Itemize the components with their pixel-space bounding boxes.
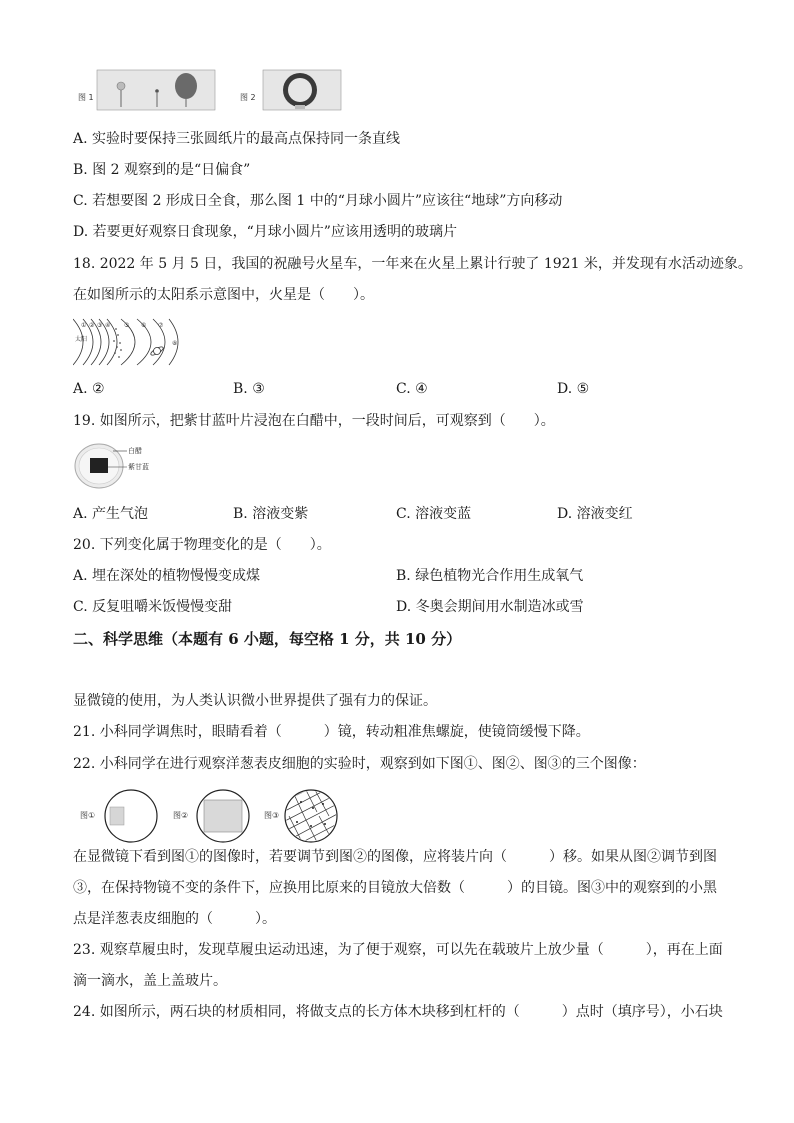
q23-line2: 滴一滴水，盖上盖玻片。 <box>73 973 227 989</box>
q24-stem: 24. 如图所示，两石块的材质相同，将做支点的长方体木块移到杠杆的（ ）点时（填序号），小石块 <box>73 1004 723 1020</box>
q21-stem: 21. 小科同学调焦时，眼睛看着（ ）镜，转动粗准焦螺旋，使镜筒缓慢下降。 <box>73 724 590 740</box>
planet-mark-1: ① <box>81 322 87 329</box>
q22-stem: 22. 小科同学在进行观察洋葱表皮细胞的实验时，观察到如下图①、图②、图③的三个图像： <box>73 756 646 772</box>
q19-option-c: C. 溶液变蓝 <box>396 506 472 522</box>
q23-line1: 23. 观察草履虫时，发现草履虫运动迅速，为了便于观察，可以先在载玻片上放少量（ ），再在上面 <box>73 942 723 958</box>
section-2-heading: 二、科学思维（本题有 6 小题，每空格 1 分，共 10 分） <box>73 630 462 648</box>
figure-1-label: 图 1 <box>78 93 94 102</box>
q18-option-b: B. ③ <box>233 381 265 397</box>
microscope-view-3 <box>283 788 339 844</box>
figure-1-solar-eclipse-model <box>73 69 217 111</box>
planet-mark-8: ⑧ <box>172 340 178 347</box>
q17-option-b: B. 图 2 观察到的是“日偏食” <box>73 162 251 178</box>
microscope-intro: 显微镜的使用，为人类认识微小世界提供了强有力的保证。 <box>73 693 437 709</box>
q20-option-a: A. 埋在深处的植物慢慢变成煤 <box>73 568 261 584</box>
fig-2-label: 图② <box>173 811 189 820</box>
planet-mark-5: ⑤ <box>124 322 130 329</box>
figure-2-eclipse-view <box>237 69 343 111</box>
q22-paragraph-line1: 在显微镜下看到图①的图像时，若要调节到图②的图像，应将装片向（ ）移。如果从图②调节到图 <box>73 849 717 865</box>
q19-option-b: B. 溶液变紫 <box>233 506 309 522</box>
planet-mark-4: ④ <box>105 322 111 329</box>
q18-option-a: A. ② <box>73 381 105 397</box>
sun-label: 太阳 <box>75 336 88 343</box>
planet-mark-2: ② <box>89 322 95 329</box>
q19-option-a: A. 产生气泡 <box>73 506 149 522</box>
planet-mark-7: ⑦ <box>158 322 164 329</box>
q19-stem: 19. 如图所示，把紫甘蓝叶片浸泡在白醋中，一段时间后，可观察到（ ）。 <box>73 413 555 429</box>
q18-stem-line2: 在如图所示的太阳系示意图中，火星是（ ）。 <box>73 287 374 303</box>
figure-2-label: 图 2 <box>240 93 256 102</box>
q18-option-d: D. ⑤ <box>557 381 590 397</box>
q18-option-c: C. ④ <box>396 381 428 397</box>
cabbage-vinegar-dish <box>73 441 163 491</box>
q19-option-d: D. 溶液变红 <box>557 506 633 522</box>
q20-option-d: D. 冬奥会期间用水制造冰或雪 <box>396 599 584 615</box>
q20-option-c: C. 反复咀嚼米饭慢慢变甜 <box>73 599 233 615</box>
q18-stem-line1: 18. 2022 年 5 月 5 日，我国的祝融号火星车，一年来在火星上累计行驶了 1921 米，并发现有水活动迹象。 <box>73 256 752 272</box>
fig-3-label: 图③ <box>264 811 280 820</box>
planet-mark-6: ⑥ <box>141 322 147 329</box>
red-cabbage-label: 紫甘蓝 <box>128 463 149 471</box>
q17-option-d: D. 若要更好观察日食现象，“月球小圆片”应该用透明的玻璃片 <box>73 224 457 240</box>
vinegar-label: 白醋 <box>128 447 142 455</box>
q17-option-c: C. 若想要图 2 形成日全食，那么图 1 中的“月球小圆片”应该往“地球”方向移动 <box>73 193 563 209</box>
fig-1-label: 图① <box>80 811 96 820</box>
q20-stem: 20. 下列变化属于物理变化的是（ ）。 <box>73 537 331 553</box>
q22-paragraph-line2: ③，在保持物镜不变的条件下，应换用比原来的目镜放大倍数（ ）的目镜。图③中的观察到的小黑 <box>73 880 717 896</box>
microscope-view-2 <box>195 788 251 844</box>
planet-mark-3: ③ <box>97 322 103 329</box>
q17-option-a: A. 实验时要保持三张圆纸片的最高点保持同一条直线 <box>73 131 401 147</box>
microscope-view-1 <box>103 788 159 844</box>
q22-paragraph-line3: 点是洋葱表皮细胞的（ ）。 <box>73 911 276 927</box>
q20-option-b: B. 绿色植物光合作用生成氧气 <box>396 568 584 584</box>
